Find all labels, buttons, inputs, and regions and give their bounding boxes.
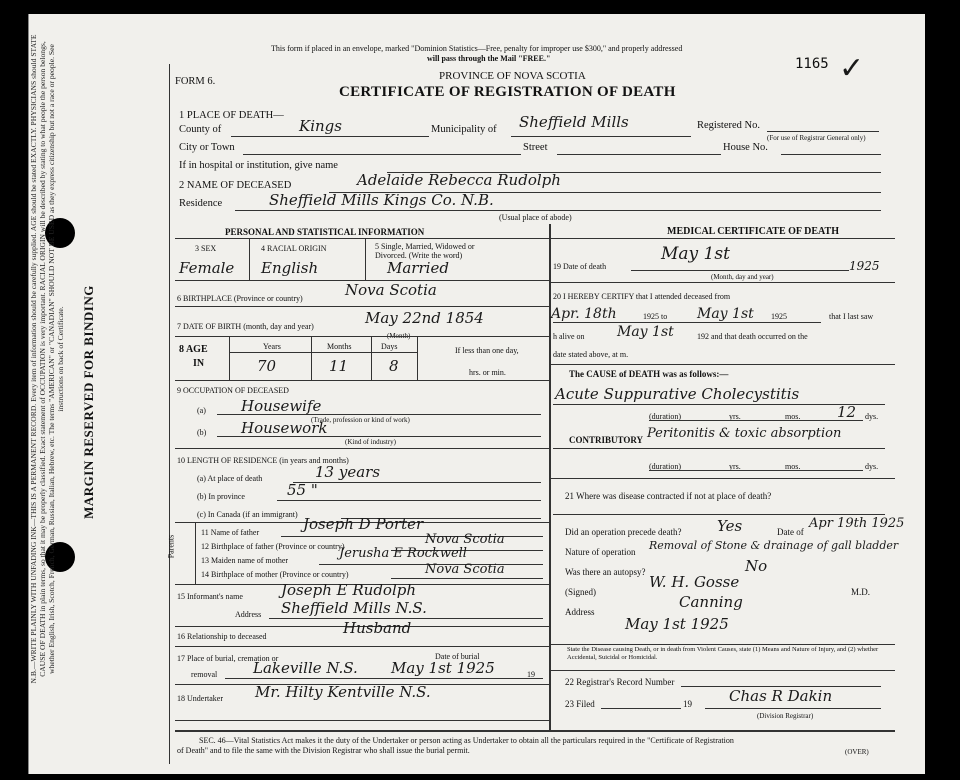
city-label: City or Town xyxy=(179,142,235,153)
date-stated-label: date stated above, at m. xyxy=(553,350,629,359)
alive-on-tail: 192 and that death occurred on the xyxy=(697,332,808,341)
contrib-dys-label: dys. xyxy=(865,462,879,471)
sex-label: 3 SEX xyxy=(195,244,217,253)
at-place-value: 13 years xyxy=(315,463,381,481)
birthplace-value: Nova Scotia xyxy=(345,281,437,299)
column-divider xyxy=(549,224,551,730)
occ-b-label: (b) xyxy=(197,428,207,437)
operation-label: Did an operation precede death? xyxy=(565,527,682,537)
marital-value: Married xyxy=(387,259,449,277)
hospital-label: If in hospital or institution, give name xyxy=(179,160,338,171)
relationship-value: Husband xyxy=(343,619,412,637)
undertaker-label: 18 Undertaker xyxy=(177,694,223,703)
physician-date-value: May 1st 1925 xyxy=(625,615,729,633)
yrs-label: yrs. xyxy=(729,412,741,421)
in-province-value: 55 " xyxy=(287,481,318,499)
in-province-label: (b) In province xyxy=(197,492,245,501)
date-of-death-value: May 1st xyxy=(661,244,730,264)
registrar-signature: Chas R Dakin xyxy=(729,687,833,705)
mother-name-value: Jerusha E Rockwell xyxy=(339,546,467,561)
burial-label-2: removal xyxy=(191,670,218,679)
occ-b-note: (Kind of industry) xyxy=(345,438,396,446)
province-heading: PROVINCE OF NOVA SCOTIA xyxy=(439,70,586,82)
occupation-a-value: Housewife xyxy=(241,397,322,415)
physician-signature: W. H. Gosse xyxy=(649,573,740,591)
death-year-value: 1925 xyxy=(849,259,880,273)
age-days-value: 8 xyxy=(389,357,399,375)
certificate-title: CERTIFICATE OF REGISTRATION OF DEATH xyxy=(339,84,676,100)
racial-label: 4 RACIAL ORIGIN xyxy=(261,244,327,253)
racial-value: English xyxy=(261,259,319,277)
at-place-label: (a) At place of death xyxy=(197,474,263,483)
contrib-mos-label: mos. xyxy=(785,462,801,471)
age-years-value: 70 xyxy=(257,357,277,375)
certificate-paper xyxy=(28,14,925,774)
alive-on-value: May 1st xyxy=(617,324,674,340)
occupation-label: 9 OCCUPATION OF DECEASED xyxy=(177,386,289,395)
parents-label: Parents xyxy=(166,534,176,559)
attended-to-value: May 1st xyxy=(697,306,754,322)
residence-value: Sheffield Mills Kings Co. N.B. xyxy=(269,191,494,209)
father-birthplace-value: Nova Scotia xyxy=(425,532,505,547)
house-label: House No. xyxy=(723,142,768,153)
attended-to-year: 1925 xyxy=(771,312,787,321)
registered-label: Registered No. xyxy=(697,120,760,131)
mail-notice-2: will pass through the Mail "FREE." xyxy=(427,54,551,63)
sex-value: Female xyxy=(179,259,235,277)
marital-label-1: 5 Single, Married, Widowed or xyxy=(375,242,475,251)
cause-footnote: State the Disease causing Death, or in death from Violent Causes, state (1) Means and Nature of Injury, and (2) whether Accidental, Suicidal or Homicidal. xyxy=(567,646,879,661)
informant-address-label: Address xyxy=(235,610,262,619)
burial-label-1: 17 Place of burial, cremation or xyxy=(177,654,279,663)
months-label: Months xyxy=(327,342,352,351)
less-than-day-label: If less than one day, xyxy=(455,346,519,355)
nature-operation-value: Removal of Stone & drainage of gall bladder xyxy=(649,539,899,552)
physician-address-value: Canning xyxy=(679,593,743,611)
dob-label: 7 DATE OF BIRTH (month, day and year) xyxy=(177,322,314,331)
informant-address-value: Sheffield Mills N.S. xyxy=(281,599,427,617)
contributory-value: Peritonitis & toxic absorption xyxy=(647,426,842,441)
residence-length-label: 10 LENGTH OF RESIDENCE (in years and months) xyxy=(177,456,349,465)
cause-label: The CAUSE of DEATH was as follows:— xyxy=(569,369,729,379)
occ-a-note: (Trade, profession or kind of work) xyxy=(311,416,410,424)
signed-label: (Signed) xyxy=(565,587,596,597)
father-label: 11 Name of father xyxy=(201,528,260,537)
father-birthplace-label: 12 Birthplace of father (Province or country) xyxy=(201,542,345,551)
sec46-note-2: of Death" and to file the same with the Division Registrar who shall issue the burial permit. xyxy=(177,746,470,755)
mother-birthplace-label: 14 Birthplace of mother (Province or country) xyxy=(201,570,349,579)
margin-divider xyxy=(169,64,170,764)
sec46-note: SEC. 46—Vital Statistics Act makes it the duty of the Undertaker or person acting as Undertaker to obtain all the particulars required in the "Certificate of Registration xyxy=(199,736,734,745)
contrib-duration-label: (duration) xyxy=(649,462,681,471)
dob-value: May 22nd 1854 xyxy=(365,309,484,327)
father-name-value: Joseph D Porter xyxy=(303,515,424,533)
date-of-burial-label: Date of burial xyxy=(435,652,480,661)
filed-label: 23 Filed xyxy=(565,699,595,709)
dys-label: dys. xyxy=(865,412,879,421)
age-label-in: IN xyxy=(193,358,205,369)
certify-label: 20 I HEREBY CERTIFY that I attended deceased from xyxy=(553,292,731,301)
marital-label-2: Divorced. (Write the word) xyxy=(375,251,463,260)
occupation-b-value: Housework xyxy=(241,419,328,437)
physician-address-label: Address xyxy=(565,607,595,617)
birthplace-label: 6 BIRTHPLACE (Province or country) xyxy=(177,294,303,303)
autopsy-label: Was there an autopsy? xyxy=(565,567,646,577)
margin-instructions: N.B.—WRITE PLAINLY WITH UNFADING INK—THIS IS A PERMANENT RECORD. Every item of information should be carefully supplied. AGE should be stated EXACTLY. PHYSICIANS should STATE CAUSE OF DEATH in plain terms, so that it may be properly classified. Exact statement of OCCUPATION is very important. RACIAL ORIGIN will be described by stating to what people the person belongs, whether English, Irish, Scotch, French, German, Russian, Italian, Hebrew, etc. The terms "AMERICAN" or "CANADIAN" SHOULD NOT BE USED as they express citizenship but not a race or people. See instructions on back of Certificate. xyxy=(29,34,65,684)
mother-birthplace-value: Nova Scotia xyxy=(425,562,505,577)
contributory-label: CONTRIBUTORY xyxy=(569,435,644,445)
autopsy-value: No xyxy=(745,557,768,575)
deceased-name-label: 2 NAME OF DECEASED xyxy=(179,180,292,191)
residence-label: Residence xyxy=(179,198,223,209)
registrar-note: (For use of Registrar General only) xyxy=(767,134,866,142)
registrar-record-label: 22 Registrar's Record Number xyxy=(565,677,675,687)
certify-to-label: 1925 to xyxy=(643,312,668,321)
county-value: Kings xyxy=(299,117,342,135)
op-date-value: Apr 19th 1925 xyxy=(809,516,905,531)
mother-label: 13 Maiden name of mother xyxy=(201,556,289,565)
nature-operation-label: Nature of operation xyxy=(565,547,636,557)
division-registrar-label: (Division Registrar) xyxy=(757,712,814,720)
alive-on-label: h alive on xyxy=(553,332,585,341)
usual-place-note: (Usual place of abode) xyxy=(499,213,572,222)
check-mark: ✓ xyxy=(839,51,865,86)
municipality-value: Sheffield Mills xyxy=(519,113,629,131)
cause-value: Acute Suppurative Cholecystitis xyxy=(555,385,800,403)
mail-notice: This form if placed in an envelope, marked "Dominion Statistics—Free, penalty for improper use $300," and properly addressed xyxy=(271,44,683,53)
cause-duration-days: 12 xyxy=(837,403,857,421)
informant-name-value: Joseph E Rudolph xyxy=(281,581,417,599)
burial-date-value: May 1st 1925 xyxy=(391,659,495,677)
days-label: Days xyxy=(381,342,398,351)
deceased-name-value: Adelaide Rebecca Rudolph xyxy=(357,171,561,189)
duration-label: (duration) xyxy=(649,412,681,421)
form-number: FORM 6. xyxy=(175,76,216,87)
relationship-label: 16 Relationship to deceased xyxy=(177,632,267,641)
informant-label: 15 Informant's name xyxy=(177,592,243,601)
attended-from-value: Apr. 18th xyxy=(551,306,617,322)
last-saw-label: that I last saw xyxy=(829,312,874,321)
stamp-number: 1165 xyxy=(795,56,829,72)
personal-section-title: PERSONAL AND STATISTICAL INFORMATION xyxy=(225,227,425,237)
age-label: 8 AGE xyxy=(179,344,208,355)
contrib-yrs-label: yrs. xyxy=(729,462,741,471)
county-label: County of xyxy=(179,124,222,135)
op-date-label: Date of xyxy=(777,527,804,537)
dob-month-note: (Month) xyxy=(387,332,411,340)
md-label: M.D. xyxy=(851,587,871,597)
burial-year-prefix: 19 xyxy=(527,670,535,679)
disease-contracted-label: 21 Where was disease contracted if not at place of death? xyxy=(565,491,772,501)
over-label: (OVER) xyxy=(845,748,869,756)
date-of-death-note: (Month, day and year) xyxy=(711,273,774,281)
years-label: Years xyxy=(263,342,281,351)
burial-place-value: Lakeville N.S. xyxy=(253,659,358,677)
occ-a-label: (a) xyxy=(197,406,206,415)
undertaker-value: Mr. Hilty Kentville N.S. xyxy=(255,683,431,701)
street-label: Street xyxy=(523,142,548,153)
operation-value: Yes xyxy=(717,517,743,535)
medical-section-title: MEDICAL CERTIFICATE OF DEATH xyxy=(667,226,839,237)
municipality-label: Municipality of xyxy=(431,124,497,135)
place-label: 1 PLACE OF DEATH— xyxy=(179,110,284,121)
hrs-min-label: hrs. or min. xyxy=(469,368,506,377)
mos-label: mos. xyxy=(785,412,801,421)
filed-year: 19 xyxy=(683,699,692,709)
age-months-value: 11 xyxy=(329,357,349,375)
date-of-death-label: 19 Date of death xyxy=(553,262,607,271)
margin-reserved-label: MARGIN RESERVED FOR BINDING xyxy=(81,285,96,519)
in-canada-label: (c) In Canada (if an immigrant) xyxy=(197,510,298,519)
